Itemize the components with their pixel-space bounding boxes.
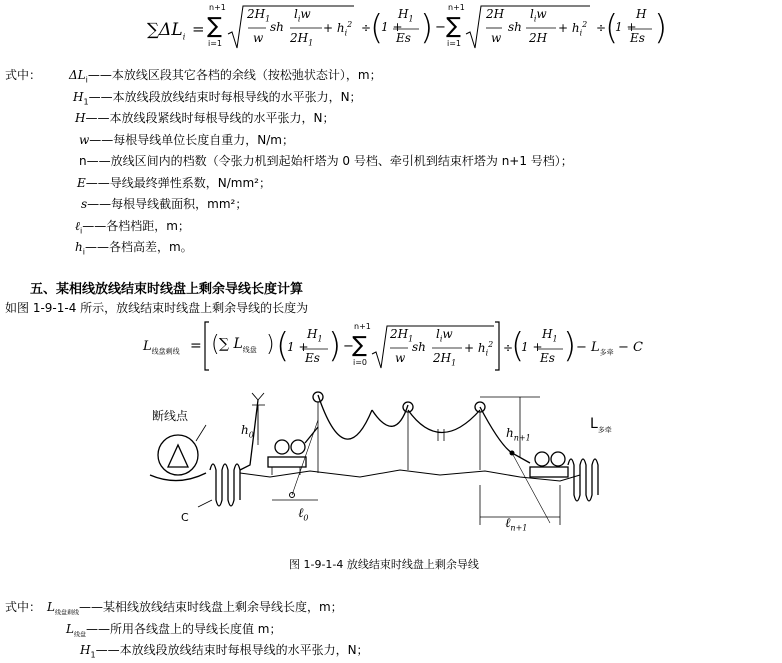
formula1-sh1: sh — [270, 20, 284, 34]
formula1-sum1-symbol: ∑ — [207, 14, 222, 39]
joint-dot — [510, 451, 515, 456]
def-delta-l: $\Delta L_i——$本放线区段其它各档的余线（按松弛状态计），m； — [69, 68, 382, 85]
formula2-minus: − — [343, 339, 354, 354]
formula2-sum-l: ∑ $L_{线盘}$ — [219, 336, 257, 354]
formula2-plus-h: + $h_i^2$ — [464, 340, 494, 358]
formula1-lparen1: ( — [370, 8, 384, 48]
figure-label-h0: $h_0$ — [241, 423, 254, 440]
formula2-tail: − $L_{多牵}$ — [576, 340, 614, 357]
defs2-intro: 式中： — [5, 600, 42, 614]
formula1-sum1-bottom: i=1 — [208, 39, 223, 48]
formula1-factor1-num: $H_1$ — [398, 7, 414, 24]
figure-label-c: C — [181, 511, 189, 524]
formula1-factor1-den: Es — [396, 31, 411, 45]
formula1-rad1-num: $2H_1$ — [247, 7, 271, 24]
formula1-sum1-top: n+1 — [209, 3, 226, 12]
formula1-rparen2: ) — [654, 8, 668, 48]
formula2-lparen-sum: ( — [211, 332, 220, 357]
formula1-inner1-den: $2H_1$ — [290, 31, 314, 48]
formula2-sum-symbol: ∑ — [352, 333, 367, 358]
formula2-sh: sh — [412, 340, 426, 354]
def-h1: $H_1——$本放线段放线结束时每根导线的水平张力，N； — [73, 90, 362, 107]
formula1-rad2-num: 2H — [486, 7, 505, 21]
formula2-rparen-factor2: ) — [563, 326, 577, 366]
def2-h1: $H_1——$本放线段放线结束时每根导线的水平张力，N； — [80, 643, 369, 660]
formula2-factor1-den: Es — [305, 351, 320, 365]
formula1-lparen2: ( — [605, 8, 619, 48]
formula1-factor2-num: H — [636, 7, 647, 21]
formula1-sum2-top: n+1 — [448, 3, 465, 12]
formula2-lparen-factor1: ( — [276, 326, 290, 366]
formula2-rad-num: $2H_1$ — [390, 327, 414, 344]
def2-l-reel: $L_{线盘}——$所用各线盘上的导线长度值 m； — [66, 622, 282, 639]
formula2-inner-den: $2H_1$ — [433, 351, 457, 368]
section-intro: 如图 1-9-1-4 所示，放线结束时线盘上剩余导线的长度为 — [5, 301, 309, 315]
figure-label-hn: $h_{n+1}$ — [506, 426, 531, 443]
figure-label-l0: ℓ$_0$ — [298, 506, 309, 523]
formula1-inner2-num: $l_iw$ — [530, 7, 547, 24]
formula1-plus-h2: + $h_i^2$ — [558, 20, 588, 38]
formula1-factor2-prefix: 1 + — [615, 20, 637, 34]
def-n: n——放线区间内的档数（令张力机到起始杆塔为 0 号档、牵引机到结束杆塔为 n+1 号档）； — [79, 154, 573, 168]
formula2-sum-bottom: i=0 — [353, 358, 368, 367]
formula1-rad2-den: w — [491, 31, 502, 45]
formula1-plus-h1: + $h_i^2$ — [323, 20, 353, 38]
formula1-sum2-symbol: ∑ — [446, 14, 461, 39]
formula2-inner-num: $l_iw$ — [436, 327, 453, 344]
formula2-factor2-den: Es — [540, 351, 555, 365]
formula2-rparen-sum: ) — [266, 332, 275, 357]
def-s: s——每根导线截面积，mm²； — [81, 197, 248, 211]
formula2-rad-den: w — [395, 351, 406, 365]
formula2-sum-top: n+1 — [354, 322, 371, 331]
right-coil — [568, 459, 598, 501]
formula1-div1: ÷ — [361, 21, 372, 35]
formula2-factor1-num: $H_1$ — [307, 327, 323, 344]
figure-label-ln: ℓ$_{n+1}$ — [505, 516, 528, 533]
formula2-div: ÷ — [503, 341, 514, 355]
formula1-rad1-den: w — [253, 31, 264, 45]
def2-l-remain: $L_{线盘剩线}——$某相线放线结束时线盘上剩余导线长度，m； — [47, 600, 343, 617]
def-h: H——本放线段紧线时每根导线的水平张力，N； — [75, 111, 335, 125]
defs1-intro: 式中： — [5, 68, 42, 82]
formula1-div2: ÷ — [596, 21, 607, 35]
def-li: ℓ$_i$——各档档距，m； — [75, 219, 190, 236]
formula2-factor2-num: $H_1$ — [542, 327, 558, 344]
formula2-factor2-prefix: 1 + — [521, 340, 543, 354]
section-heading: 五、某相线放线结束时线盘上剩余导线长度计算 — [30, 282, 304, 297]
formula1-minus: − — [435, 20, 446, 35]
formula1-lhs: $\sum\Delta L_i$ — [147, 20, 186, 42]
formula1-equals: = — [192, 20, 205, 38]
def-e: E——导线最终弹性系数，N/mm²； — [77, 176, 271, 190]
formula2-tail-end: − C — [618, 340, 643, 355]
formula1-inner1-num: $l_iw$ — [294, 7, 311, 24]
break-drum — [158, 435, 198, 475]
def-hi: $h_i——$各档高差，m。 — [75, 240, 193, 257]
figure-label-l: $L_{多牵}$ — [590, 416, 612, 434]
formula1-factor2-bar — [628, 28, 652, 30]
formula1-factor2-den: Es — [630, 31, 645, 45]
break-drum-stand — [168, 445, 188, 467]
formula1-factor1-bar — [393, 28, 419, 30]
formula2-eq: = — [190, 338, 202, 354]
formula1-inner2-den: 2H — [529, 31, 548, 45]
def-w: w——每根导线单位长度自重力，N/m； — [79, 133, 294, 147]
formula2-factor1-prefix: 1 + — [287, 340, 309, 354]
formula2-lhs: $L_{线盘剩线}$ — [143, 339, 180, 356]
formula1-sh2: sh — [508, 20, 522, 34]
formula1-factor1-prefix: 1 + — [381, 20, 403, 34]
formula2-rparen-factor1: ) — [328, 326, 342, 366]
formula1-rparen1: ) — [420, 8, 434, 48]
formula2-lparen-factor2: ( — [511, 326, 525, 366]
figure-diagram — [140, 385, 640, 545]
formula2-factor1-bar — [302, 348, 328, 350]
figure-label-break: 断线点 — [152, 409, 189, 423]
figure-caption: 图 1-9-1-4 放线结束时线盘上剩余导线 — [289, 558, 479, 571]
left-coil — [210, 464, 240, 506]
formula2-factor2-bar — [537, 348, 563, 350]
formula1-sum2-bottom: i=1 — [447, 39, 462, 48]
